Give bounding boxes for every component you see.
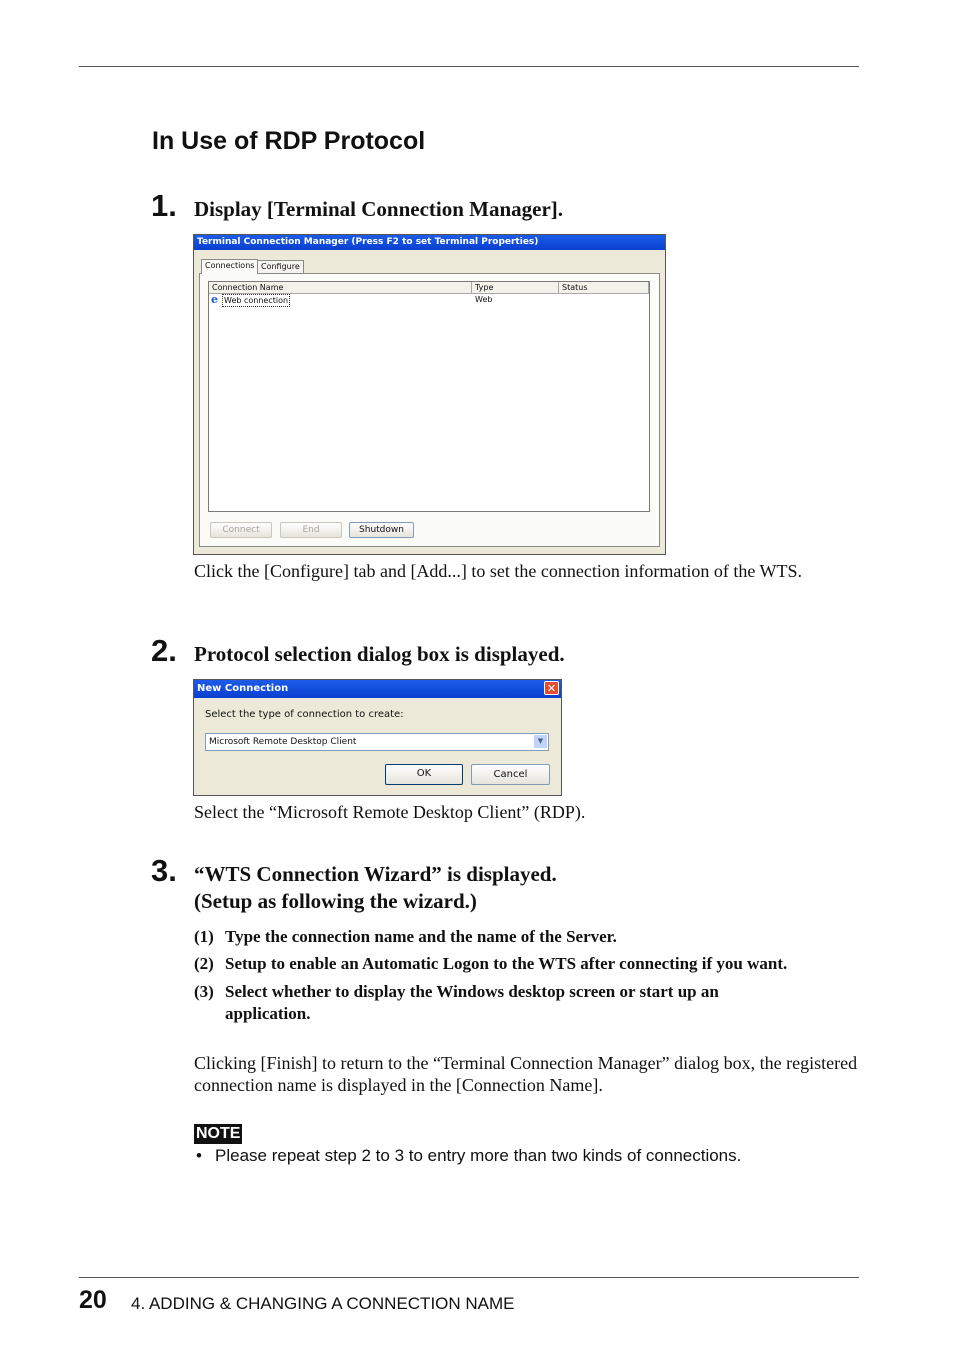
- selected-option: Microsoft Remote Desktop Client: [209, 737, 357, 747]
- note-text: Please repeat step 2 to 3 to entry more than two kinds of connections.: [215, 1146, 742, 1165]
- connection-name-cell: Web connection: [224, 296, 289, 305]
- sub-item-3: [194, 981, 785, 1025]
- sub-item-number: (3): [194, 982, 214, 1001]
- step-title-3-line-1: “WTS Connection Wizard” is displayed.: [194, 862, 557, 886]
- connections-list[interactable]: [208, 281, 650, 512]
- step-number-3: 3.: [151, 853, 177, 888]
- step-title-3-line-2: (Setup as following the wizard.): [194, 889, 477, 913]
- sub-item-number: (2): [194, 954, 214, 973]
- step-title-1: Display [Terminal Connection Manager].: [194, 197, 564, 221]
- close-icon[interactable]: ✕: [544, 681, 559, 695]
- end-button[interactable]: End: [280, 522, 342, 538]
- connect-button[interactable]: Connect: [210, 522, 272, 538]
- footer-chapter: 4. ADDING & CHANGING A CONNECTION NAME: [131, 1294, 515, 1313]
- chevron-down-icon[interactable]: ▼: [534, 735, 547, 748]
- new-connection-titlebar: New Connection: [194, 680, 561, 698]
- sub-item-number: (1): [194, 927, 214, 946]
- step-number-2: 2.: [151, 633, 177, 668]
- sub-item-text: Setup to enable an Automatic Logon to the WTS after connecting if you want.: [225, 954, 788, 973]
- connection-type-select[interactable]: [205, 733, 549, 751]
- terminal-connection-manager-window: [193, 234, 666, 555]
- bullet-icon: •: [196, 1146, 202, 1165]
- connection-type-cell: Web: [475, 295, 493, 304]
- step-title-2: Protocol selection dialog box is displayed.: [194, 642, 565, 666]
- bottom-rule: [79, 1277, 859, 1278]
- tab-configure[interactable]: Configure: [257, 260, 304, 273]
- ie-icon: e: [211, 293, 218, 306]
- step-2-caption: Select the “Microsoft Remote Desktop Client” (RDP).: [194, 802, 586, 822]
- shutdown-button[interactable]: Shutdown: [349, 522, 414, 538]
- step-number-1: 1.: [151, 188, 177, 223]
- cancel-button[interactable]: Cancel: [471, 764, 550, 785]
- column-header-connection-name[interactable]: Connection Name: [209, 282, 472, 294]
- top-rule: [79, 66, 859, 67]
- page-number: 20: [79, 1286, 107, 1314]
- new-connection-window: [193, 679, 562, 796]
- sub-item-2: [194, 953, 855, 975]
- connections-panel: [199, 273, 660, 547]
- connection-type-prompt: Select the type of connection to create:: [205, 709, 404, 720]
- tab-connections[interactable]: Connections: [201, 259, 258, 274]
- column-header-status[interactable]: Status: [559, 282, 649, 294]
- section-title: In Use of RDP Protocol: [152, 127, 426, 155]
- step-3-caption: Clicking [Finish] to return to the “Terminal Connection Manager” dialog box, the registered connection name is displayed in the [Connection Name].: [194, 1053, 858, 1095]
- ok-button[interactable]: OK: [385, 764, 463, 785]
- sub-item-text: Type the connection name and the name of the Server.: [225, 927, 617, 946]
- window-titlebar: Terminal Connection Manager (Press F2 to set Terminal Properties): [194, 235, 665, 250]
- sub-item-text: Select whether to display the Windows desktop screen or start up an application.: [225, 982, 719, 1023]
- note-badge: NOTE: [196, 1125, 241, 1142]
- sub-item-1: [194, 926, 855, 948]
- table-row[interactable]: [211, 294, 471, 306]
- column-header-type[interactable]: Type: [472, 282, 559, 294]
- step-1-caption: Click the [Configure] tab and [Add...] to set the connection information of the WTS.: [194, 561, 803, 581]
